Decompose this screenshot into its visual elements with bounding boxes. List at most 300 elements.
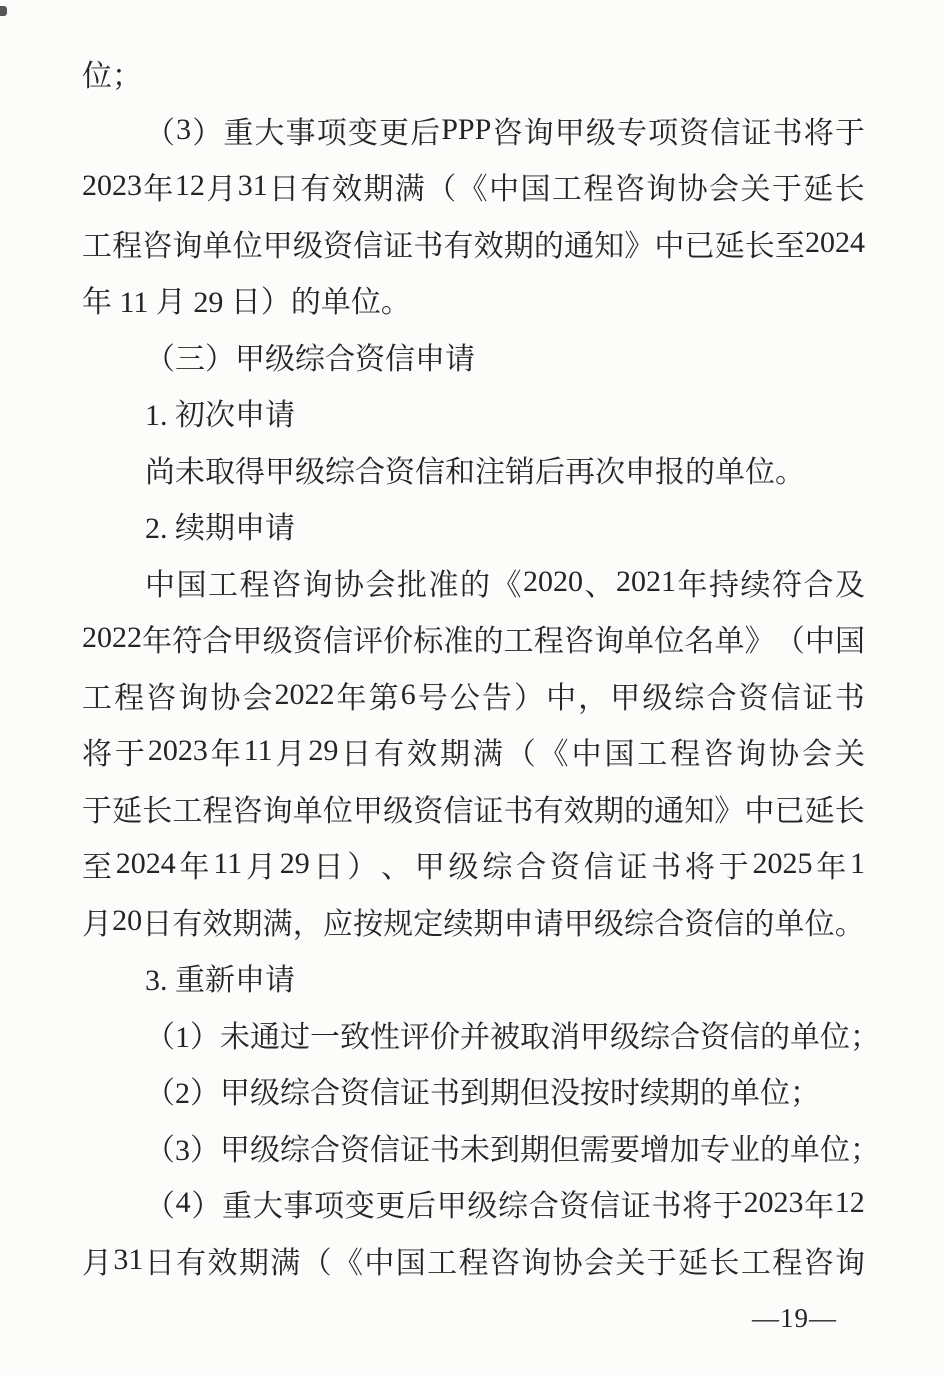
text-token: 延 <box>112 794 143 828</box>
text-run: （3）甲级综合资信证书未到期但需要增加专业的单位； <box>145 1133 880 1167</box>
text-token: 2023 <box>82 169 142 203</box>
item-3-reapply <box>82 1119 880 1176</box>
text-token: 合 <box>706 681 737 715</box>
text-token: 月 <box>245 851 276 885</box>
text-token: 工 <box>427 1246 458 1280</box>
text-token: 29 <box>279 847 310 881</box>
text-token: 2022 <box>274 677 335 711</box>
text-token: 有 <box>533 794 564 828</box>
text-token: 询 <box>302 568 333 602</box>
text-token: 2021 <box>616 564 676 598</box>
text-token: 更 <box>375 1190 406 1224</box>
text-token: 定 <box>413 907 444 941</box>
text-token: 工 <box>503 625 534 659</box>
text-token: 。 <box>834 907 865 941</box>
text-token: 价 <box>383 625 414 659</box>
text-token: 29 <box>308 734 339 768</box>
text-line <box>82 780 865 837</box>
text-line <box>145 328 865 385</box>
item-2-reapply <box>82 1062 865 1119</box>
text-token: 工 <box>208 568 238 602</box>
text-token: 效 <box>473 229 504 263</box>
text-token: 协 <box>677 173 708 207</box>
text-token: 2022 <box>82 621 142 655</box>
text-token: ， <box>578 681 609 715</box>
text-token: 国 <box>604 738 635 772</box>
text-token: 大 <box>254 116 285 150</box>
text-token: 告 <box>481 681 512 715</box>
text-line <box>82 836 865 893</box>
text-token: 级 <box>262 625 293 659</box>
text-token: 级 <box>593 907 624 941</box>
text-token: 年 <box>336 681 367 715</box>
text-token: 于 <box>82 794 112 828</box>
text-token: 满 <box>262 907 293 941</box>
text-token: 信 <box>353 229 384 263</box>
text-token: 单 <box>624 625 655 659</box>
text-token: 期 <box>503 229 534 263</box>
text-token: 中 <box>804 625 835 659</box>
text-token: （ <box>301 1246 332 1280</box>
text-token: 程 <box>202 794 233 828</box>
text-token: 中 <box>546 681 577 715</box>
text-token: 延 <box>714 229 745 263</box>
text-token: 日 <box>341 738 372 772</box>
text-token: 资 <box>413 794 444 828</box>
text-token: 甲 <box>436 1190 467 1224</box>
text-token: （ <box>145 1190 175 1224</box>
text-token: 6 <box>400 677 416 711</box>
text-token: 信 <box>710 116 741 150</box>
text-token: 的 <box>473 625 504 659</box>
text-run: 年 11 月 29 日）的单位。 <box>82 286 411 320</box>
text-token: 期 <box>593 794 624 828</box>
text-token: 有 <box>176 1246 207 1280</box>
text-token: 满 <box>472 738 503 772</box>
text-token: 询 <box>835 1246 865 1280</box>
text-token: 月 <box>206 173 237 207</box>
text-token: 11 <box>243 734 273 768</box>
text-token: 单 <box>292 794 323 828</box>
text-token: 后 <box>406 1190 437 1224</box>
text-token: （ <box>505 738 536 772</box>
para-initial-application <box>82 441 865 498</box>
text-token: 资 <box>549 851 580 885</box>
text-token: 年 <box>142 625 173 659</box>
text-token: 中 <box>364 1246 395 1280</box>
text-token: 中 <box>744 794 775 828</box>
text-token: 级 <box>448 851 479 885</box>
text-token: 期 <box>232 907 263 941</box>
text-line <box>82 610 865 667</box>
text-token: 关 <box>834 738 865 772</box>
text-token: 合 <box>803 568 834 602</box>
text-token: 12 <box>834 1186 865 1220</box>
text-token: 程 <box>533 625 564 659</box>
text-token: 信 <box>322 625 353 659</box>
text-token: 咨 <box>146 681 177 715</box>
text-token: 将 <box>803 116 834 150</box>
text-line <box>82 1232 865 1289</box>
text-token: 《 <box>333 1246 363 1280</box>
text-token: 将 <box>682 1190 713 1224</box>
text-token: 证 <box>473 794 504 828</box>
heading-section-three <box>82 328 865 385</box>
text-token: 询 <box>736 738 767 772</box>
text-token: 咨 <box>492 116 523 150</box>
text-token: 询 <box>523 116 554 150</box>
text-token: 资 <box>684 907 715 941</box>
text-token: 询 <box>172 229 203 263</box>
text-token: 中 <box>145 568 175 602</box>
text-token: 甲 <box>352 794 383 828</box>
text-run: （1）未通过一致性评价并被取消甲级综合资信的单位； <box>145 1020 880 1054</box>
text-token: 会 <box>709 173 740 207</box>
text-token: 级 <box>383 794 414 828</box>
text-token: 工 <box>637 738 668 772</box>
text-token: 合 <box>654 907 685 941</box>
text-run: （三）甲级综合资信申请 <box>145 342 475 376</box>
text-run: 2. 续期申请 <box>145 512 295 546</box>
text-token: 长 <box>834 794 865 828</box>
text-token: 工 <box>172 794 203 828</box>
text-line <box>145 1119 880 1176</box>
text-token: 程 <box>670 738 701 772</box>
text-token: 长 <box>834 173 865 207</box>
text-token: 于 <box>646 1246 677 1280</box>
text-token: 程 <box>112 229 143 263</box>
text-token: 号 <box>417 681 448 715</box>
text-token: 咨 <box>489 1246 520 1280</box>
text-line <box>145 554 865 611</box>
text-line <box>82 158 865 215</box>
text-token: 更 <box>379 116 409 150</box>
text-token: 咨 <box>614 173 645 207</box>
text-token: 甲 <box>262 229 293 263</box>
text-token: 证 <box>383 229 414 263</box>
text-token: 请 <box>533 907 564 941</box>
text-token: 项 <box>316 116 347 150</box>
text-token: 程 <box>239 568 270 602</box>
text-token: 程 <box>772 1246 803 1280</box>
text-token: 月 <box>82 1246 112 1280</box>
text-line <box>145 384 865 441</box>
text-token: 长 <box>744 229 775 263</box>
text-token: 程 <box>458 1246 489 1280</box>
text-token: 程 <box>114 681 145 715</box>
text-token: 》 <box>714 794 745 828</box>
text-token: 专 <box>616 116 647 150</box>
text-token: 年 <box>677 568 708 602</box>
text-token: 于 <box>771 173 802 207</box>
text-token: 2023 <box>147 734 208 768</box>
text-token: 询 <box>646 173 677 207</box>
text-token: 信 <box>590 1190 621 1224</box>
text-token: 的 <box>623 794 654 828</box>
text-token: 位 <box>232 229 263 263</box>
text-token: 变 <box>344 1190 375 1224</box>
text-token: 单 <box>202 229 233 263</box>
text-token: 延 <box>678 1246 709 1280</box>
text-token: 延 <box>803 173 834 207</box>
scan-artifact-speck <box>0 6 7 16</box>
text-token: 位 <box>654 625 685 659</box>
text-token: 已 <box>774 794 805 828</box>
text-token: 信 <box>583 851 614 885</box>
text-token: 》 <box>624 229 655 263</box>
text-token: 咨 <box>232 794 263 828</box>
text-token: 有 <box>300 173 331 207</box>
text-token: 甲 <box>554 116 585 150</box>
text-token: （ <box>426 173 457 207</box>
text-token: 工 <box>551 173 582 207</box>
text-token: 询 <box>262 794 293 828</box>
text-token: 综 <box>674 681 705 715</box>
text-token: 月 <box>82 907 112 941</box>
text-token: 工 <box>740 1246 771 1280</box>
text-token: 》 <box>744 625 775 659</box>
text-token: 年 <box>179 851 210 885</box>
text-token: 协 <box>552 1246 583 1280</box>
text-token: 级 <box>467 1190 498 1224</box>
text-token: 规 <box>383 907 414 941</box>
item-1-reapply <box>82 1006 880 1063</box>
text-token: （ <box>145 116 175 150</box>
text-token: 持 <box>709 568 739 602</box>
text-token: 国 <box>835 625 865 659</box>
text-token: 咨 <box>563 625 594 659</box>
text-token: 将 <box>82 738 112 772</box>
text-token: 级 <box>292 229 323 263</box>
text-token: 级 <box>642 681 673 715</box>
text-token: 书 <box>772 116 803 150</box>
text-token: 书 <box>413 229 444 263</box>
text-token: 4 <box>175 1186 191 1220</box>
text-token: 准 <box>443 625 474 659</box>
text-token: 1 <box>849 847 865 881</box>
text-token: 中 <box>571 738 602 772</box>
text-line <box>82 215 865 272</box>
text-token: 符 <box>172 625 203 659</box>
text-token: 询 <box>594 625 624 659</box>
text-token: 续 <box>443 907 474 941</box>
document-body <box>82 45 880 1288</box>
text-token: 事 <box>283 1190 314 1224</box>
text-token: 工 <box>82 681 112 715</box>
text-line <box>145 102 865 159</box>
text-token: 后 <box>410 116 441 150</box>
text-token: 信 <box>770 681 801 715</box>
text-token: 期 <box>473 907 504 941</box>
text-token: 评 <box>353 625 383 659</box>
text-line <box>82 667 865 724</box>
text-token: 咨 <box>271 568 301 602</box>
text-token: 准 <box>428 568 459 602</box>
text-token: 咨 <box>803 1246 834 1280</box>
text-token: 有 <box>172 907 203 941</box>
text-token: 重 <box>222 1190 253 1224</box>
text-token: 标 <box>413 625 444 659</box>
text-token: 证 <box>620 1190 651 1224</box>
text-token: 程 <box>583 173 614 207</box>
text-line <box>82 45 865 102</box>
text-line <box>145 1175 865 1232</box>
text-token: 效 <box>331 173 362 207</box>
text-token: 2024 <box>805 225 865 259</box>
text-token: 20 <box>112 903 143 937</box>
text-token: 项 <box>648 116 679 150</box>
text-token: 书 <box>503 794 534 828</box>
text-token: 2024 <box>115 847 176 881</box>
para-renewal-application <box>82 554 865 950</box>
text-line <box>145 1062 865 1119</box>
text-token: ） <box>191 1190 222 1224</box>
text-token: 知 <box>684 794 715 828</box>
text-token: 关 <box>615 1246 646 1280</box>
text-token: 批 <box>397 568 427 602</box>
text-token: ） <box>192 116 223 150</box>
text-token: 协 <box>210 681 241 715</box>
text-token: 效 <box>207 1246 238 1280</box>
text-token: 甲 <box>414 851 445 885</box>
text-token: 单 <box>714 625 745 659</box>
text-line <box>145 949 865 1006</box>
text-token: 大 <box>252 1190 283 1224</box>
text-token: 信 <box>714 907 745 941</box>
text-token: 满 <box>394 173 425 207</box>
text-token: 应 <box>322 907 353 941</box>
text-token: 中 <box>654 229 685 263</box>
text-token: 中 <box>489 173 520 207</box>
text-token: 级 <box>585 116 616 150</box>
text-token: 日 <box>269 173 300 207</box>
text-token: 及 <box>835 568 865 602</box>
text-token: ） <box>514 681 545 715</box>
text-token: 会 <box>242 681 273 715</box>
text-token: 工 <box>82 229 112 263</box>
item-4-reapply <box>82 1175 865 1288</box>
text-token: 会 <box>801 738 832 772</box>
text-token: 资 <box>323 229 353 263</box>
text-token: 期 <box>439 738 470 772</box>
text-token: 续 <box>740 568 771 602</box>
text-token: 通 <box>654 794 685 828</box>
text-token: ， <box>292 907 323 941</box>
text-line <box>82 271 865 328</box>
text-token: 合 <box>528 1190 559 1224</box>
text-token: 位 <box>804 907 835 941</box>
text-token: 协 <box>334 568 364 602</box>
text-token: 于 <box>114 738 145 772</box>
text-token: PPP <box>441 112 492 146</box>
text-token: 延 <box>804 794 835 828</box>
text-token: ） <box>347 851 378 885</box>
text-token: 书 <box>834 681 865 715</box>
text-token: 11 <box>213 847 243 881</box>
text-token: 会 <box>584 1246 614 1280</box>
text-run: （2）甲级综合资信证书到期但没按时续期的单位； <box>145 1077 820 1111</box>
text-token: 证 <box>741 116 772 150</box>
text-token: 国 <box>176 568 207 602</box>
text-token: 咨 <box>142 229 173 263</box>
item-3-ppp-major-change <box>82 102 865 328</box>
text-token: 合 <box>516 851 547 885</box>
text-line <box>145 441 865 498</box>
text-token: 按 <box>352 907 383 941</box>
text-token: 会 <box>365 568 396 602</box>
text-run: 尚未取得甲级综合资信和注销后再次申报的单位。 <box>145 455 805 489</box>
text-token: 日 <box>313 851 344 885</box>
heading-renewal-application <box>82 497 865 554</box>
text-token: 长 <box>709 1246 740 1280</box>
text-line <box>82 893 865 950</box>
text-token: 满 <box>270 1246 301 1280</box>
text-token: 重 <box>223 116 254 150</box>
text-token: 年 <box>210 738 241 772</box>
text-token: 、 <box>584 568 615 602</box>
text-token: 综 <box>623 907 654 941</box>
text-token: 书 <box>651 1190 682 1224</box>
text-token: 《 <box>538 738 569 772</box>
text-token: 项 <box>314 1190 345 1224</box>
text-token: 已 <box>684 229 715 263</box>
text-token: 资 <box>679 116 710 150</box>
text-token: 的 <box>744 907 775 941</box>
text-token: 效 <box>563 794 594 828</box>
text-token: 期 <box>363 173 394 207</box>
text-token: 位 <box>322 794 353 828</box>
text-token: 证 <box>802 681 833 715</box>
text-token: 31 <box>237 169 268 203</box>
text-token: 年 <box>816 851 847 885</box>
text-token: 甲 <box>232 625 263 659</box>
text-token: 、 <box>381 851 412 885</box>
text-token: 申 <box>503 907 534 941</box>
text-token: 信 <box>443 794 474 828</box>
text-token: 甲 <box>610 681 641 715</box>
text-token: 变 <box>347 116 378 150</box>
text-token: 甲 <box>563 907 594 941</box>
text-token: 公 <box>449 681 480 715</box>
text-token: 国 <box>395 1246 426 1280</box>
text-line <box>145 497 865 554</box>
text-token: 综 <box>482 851 513 885</box>
text-token: 12 <box>174 169 205 203</box>
text-token: 期 <box>238 1246 269 1280</box>
text-token: 日 <box>142 907 173 941</box>
text-token: 合 <box>202 625 233 659</box>
text-run: 位； <box>82 60 142 94</box>
text-token: 年 <box>804 1190 835 1224</box>
text-token: 通 <box>564 229 594 263</box>
text-token: 资 <box>292 625 323 659</box>
para-continuation-unit <box>82 45 865 102</box>
text-token: 知 <box>594 229 625 263</box>
text-token: 2025 <box>752 847 813 881</box>
text-token: 的 <box>460 568 490 602</box>
text-token: 日 <box>144 1246 175 1280</box>
text-token: 事 <box>285 116 316 150</box>
text-token: 询 <box>178 681 209 715</box>
text-token: 于 <box>718 851 749 885</box>
text-token: 将 <box>684 851 715 885</box>
text-line <box>145 1006 880 1063</box>
text-token: 证 <box>617 851 648 885</box>
text-run: 3. 重新申请 <box>145 964 295 998</box>
text-run: 1. 初次申请 <box>145 399 295 433</box>
heading-reapplication <box>82 949 865 1006</box>
text-token: 综 <box>498 1190 529 1224</box>
